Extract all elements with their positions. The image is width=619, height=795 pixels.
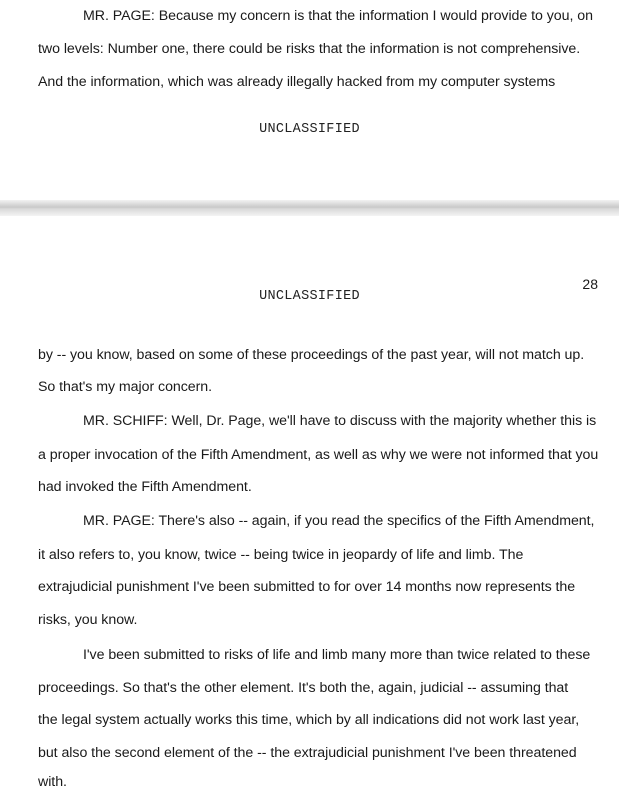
- transcript-line: proceedings. So that's the other element. It's both the, again, judicial -- assuming that: [38, 680, 569, 696]
- transcript-line: had invoked the Fifth Amendment.: [38, 479, 252, 495]
- classification-footer: UNCLASSIFIED: [259, 122, 360, 137]
- transcript-page-top: [0, 0, 619, 200]
- classification-header: UNCLASSIFIED: [259, 289, 360, 304]
- page-divider: [0, 200, 619, 216]
- transcript-line: two levels: Number one, there could be risks that the information is not comprehensive.: [38, 41, 581, 57]
- transcript-line: risks, you know.: [38, 612, 138, 628]
- transcript-line: but also the second element of the -- the extrajudicial punishment I've been threatened: [38, 745, 577, 761]
- transcript-line: with.: [38, 774, 67, 790]
- transcript-line: by -- you know, based on some of these proceedings of the past year, will not match up.: [38, 347, 585, 363]
- transcript-page-bottom: [0, 216, 619, 795]
- transcript-line: it also refers to, you know, twice -- being twice in jeopardy of life and limb. The: [38, 547, 524, 563]
- transcript-line: MR. PAGE: Because my concern is that the information I would provide to you, on: [83, 8, 593, 24]
- transcript-line: MR. SCHIFF: Well, Dr. Page, we'll have to discuss with the majority whether this is: [83, 413, 597, 429]
- transcript-line: a proper invocation of the Fifth Amendment, as well as why we were not informed that you: [38, 447, 599, 463]
- transcript-line: And the information, which was already illegally hacked from my computer systems: [38, 74, 556, 90]
- transcript-line: I've been submitted to risks of life and limb many more than twice related to these: [83, 647, 591, 663]
- page-number: 28: [582, 276, 598, 292]
- transcript-line: MR. PAGE: There's also -- again, if you read the specifics of the Fifth Amendment,: [83, 513, 595, 529]
- transcript-line: extrajudicial punishment I've been submitted to for over 14 months now represents the: [38, 579, 576, 595]
- transcript-line: the legal system actually works this time, which by all indications did not work last year,: [38, 712, 580, 728]
- transcript-line: So that's my major concern.: [38, 379, 213, 395]
